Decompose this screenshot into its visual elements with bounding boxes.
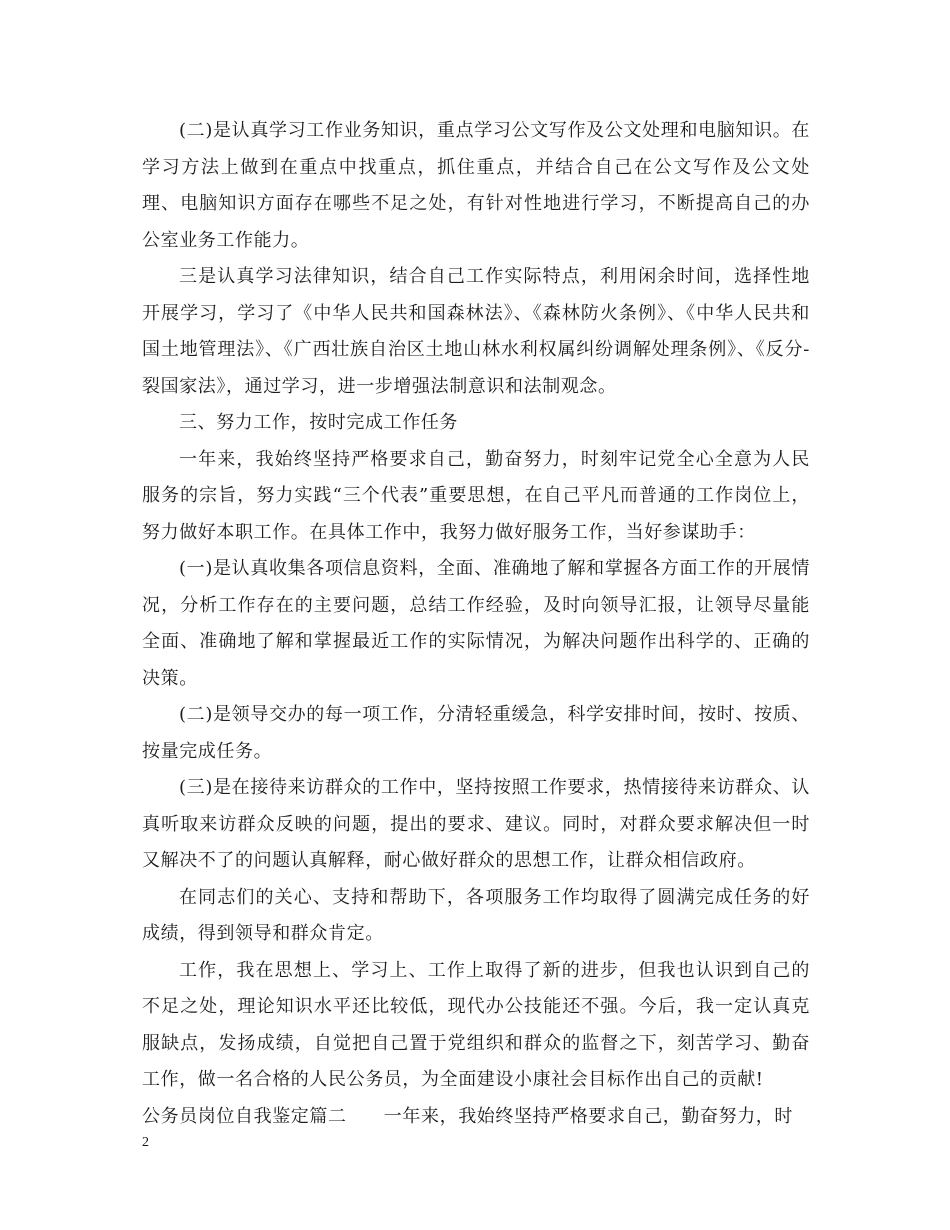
paragraph: 一年来，我始终坚持严格要求自己，勤奋努力，时刻牢记党全心全意为人民服务的宗旨，努力实践“三个代表”重要思想，在自己平凡而普通的工作岗位上，努力做好本职工作。在具体工作中，我努力做好服务工作，当好参谋助手：	[142, 448, 810, 543]
paragraph: 三是认真学习法律知识，结合自己工作实际特点，利用闲余时间，选择性地开展学习，学习了《中华人民共和国森林法》、《森林防火条例》、《中华人民共和国土地管理法》、《广西壮族自治区土地山林水利权属纠纷调解处理条例》、《反分-裂国家法》，通过学习，进一步增强法制意识和法制观念。	[142, 266, 810, 397]
paragraph-next-section: 公务员岗位自我鉴定篇二 一年来，我始终坚持严格要求自己，勤奋努力，时	[142, 1105, 793, 1127]
section-heading: 三、努力工作，按时完成工作任务	[179, 412, 458, 433]
body-text	[142, 113, 810, 1135]
paragraph: (一)是认真收集各项信息资料，全面、准确地了解和掌握各方面工作的开展情况，分析工作存在的主要问题，总结工作经验，及时向领导汇报，让领导尽量能全面、准确地了解和掌握最近工作的实际情况，为解决问题作出科学的、正确的决策。	[142, 558, 810, 689]
page-number: 2	[142, 1135, 149, 1150]
paragraph: 在同志们的关心、支持和帮助下，各项服务工作均取得了圆满完成任务的好成绩，得到领导和群众肯定。	[142, 886, 810, 944]
paragraph: (三)是在接待来访群众的工作中，坚持按照工作要求，热情接待来访群众、认真听取来访群众反映的问题，提出的要求、建议。同时，对群众要求解决但一时又解决不了的问题认真解释，耐心做好群众的思想工作，让群众相信政府。	[142, 777, 810, 871]
paragraph: 工作，我在思想上、学习上、工作上取得了新的进步，但我也认识到自己的不足之处，理论知识水平还比较低，现代办公技能还不强。今后，我一定认真克服缺点，发扬成绩，自觉把自己置于党组织和群众的监督之下，刻苦学习、勤奋工作，做一名合格的人民公务员，为全面建设小康社会目标作出自己的贡献!	[142, 959, 810, 1090]
paragraph: (二)是领导交办的每一项工作，分清轻重缓急，科学安排时间，按时、按质、按量完成任务。	[142, 704, 810, 762]
paragraph: (二)是认真学习工作业务知识，重点学习公文写作及公文处理和电脑知识。在学习方法上做到在重点中找重点，抓住重点，并结合自己在公文写作及公文处理、电脑知识方面存在哪些不足之处，有针对性地进行学习，不断提高自己的办公室业务工作能力。	[142, 120, 810, 251]
